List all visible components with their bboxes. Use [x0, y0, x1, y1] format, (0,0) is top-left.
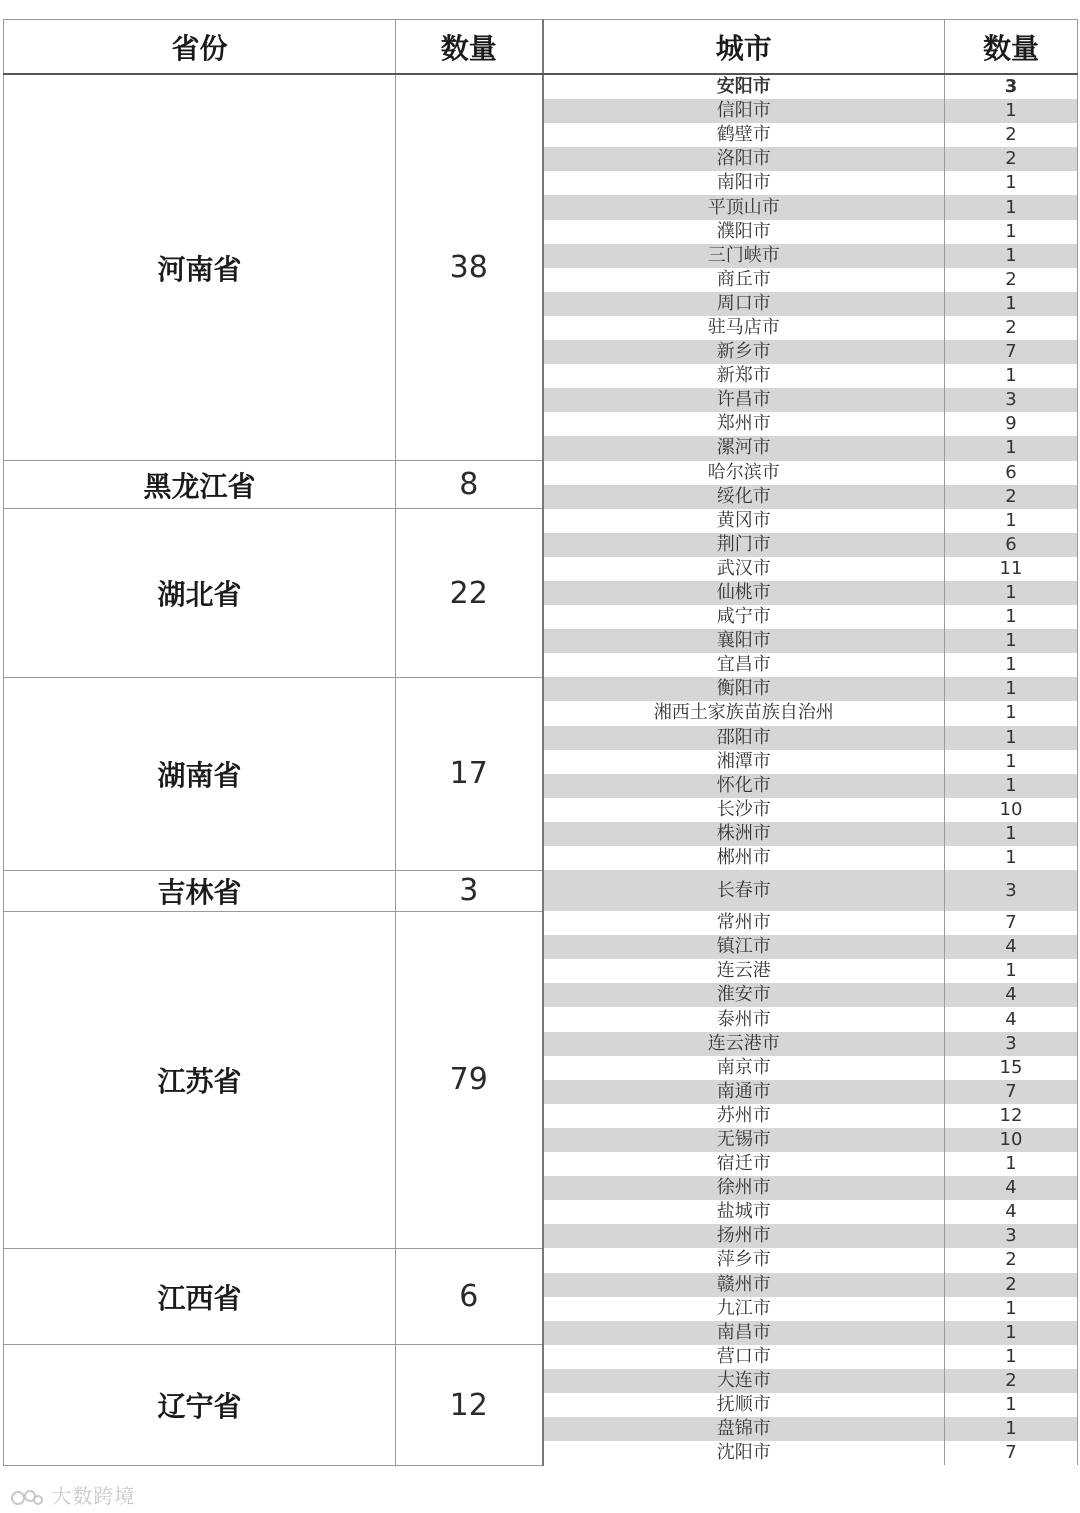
city-name: 绥化市 [543, 485, 945, 509]
city-count: 1 [945, 220, 1078, 244]
province-name: 江苏省 [4, 911, 396, 1248]
table-row [4, 870, 1078, 911]
city-count: 1 [945, 605, 1078, 629]
city-name: 鹤壁市 [543, 123, 945, 147]
city-count: 1 [945, 701, 1078, 725]
city-name: 盐城市 [543, 1200, 945, 1224]
city-name: 常州市 [543, 911, 945, 935]
city-name: 三门峡市 [543, 244, 945, 268]
city-name: 营口市 [543, 1345, 945, 1369]
city-count: 1 [945, 629, 1078, 653]
header-row [4, 20, 1078, 75]
province-name: 吉林省 [4, 870, 396, 911]
city-name: 盘锦市 [543, 1417, 945, 1441]
city-count: 1 [945, 750, 1078, 774]
city-name: 怀化市 [543, 774, 945, 798]
province-count: 12 [396, 1345, 543, 1465]
city-count: 7 [945, 1441, 1078, 1465]
table-row [4, 509, 1078, 533]
city-count: 1 [945, 774, 1078, 798]
city-name: 抚顺市 [543, 1393, 945, 1417]
city-count: 10 [945, 798, 1078, 822]
city-count: 2 [945, 1248, 1078, 1272]
city-count: 1 [945, 581, 1078, 605]
province-name: 黑龙江省 [4, 461, 396, 509]
city-count: 1 [945, 959, 1078, 983]
city-name: 扬州市 [543, 1224, 945, 1248]
header-province-count: 数量 [396, 20, 543, 75]
province-count: 38 [396, 74, 543, 461]
city-name: 新乡市 [543, 340, 945, 364]
city-count: 1 [945, 99, 1078, 123]
city-name: 赣州市 [543, 1273, 945, 1297]
city-count: 1 [945, 195, 1078, 219]
city-name: 连云港 [543, 959, 945, 983]
city-count: 7 [945, 340, 1078, 364]
city-count: 1 [945, 292, 1078, 316]
city-name: 漯河市 [543, 436, 945, 460]
city-name: 九江市 [543, 1297, 945, 1321]
city-name: 宜昌市 [543, 653, 945, 677]
city-count: 1 [945, 509, 1078, 533]
province-count: 17 [396, 677, 543, 870]
city-count: 2 [945, 268, 1078, 292]
city-count: 2 [945, 1369, 1078, 1393]
city-name: 湘潭市 [543, 750, 945, 774]
city-name: 长春市 [543, 870, 945, 911]
city-count: 7 [945, 911, 1078, 935]
city-count: 3 [945, 388, 1078, 412]
city-name: 南昌市 [543, 1321, 945, 1345]
province-name: 湖南省 [4, 677, 396, 870]
city-name: 荆门市 [543, 533, 945, 557]
city-count: 1 [945, 364, 1078, 388]
city-count: 1 [945, 436, 1078, 460]
city-count: 1 [945, 726, 1078, 750]
city-count: 4 [945, 1176, 1078, 1200]
city-name: 仙桃市 [543, 581, 945, 605]
province-count: 22 [396, 509, 543, 678]
city-count: 15 [945, 1056, 1078, 1080]
city-name: 商丘市 [543, 268, 945, 292]
province-count: 8 [396, 461, 543, 509]
city-count: 2 [945, 147, 1078, 171]
city-count: 2 [945, 485, 1078, 509]
city-count: 2 [945, 1273, 1078, 1297]
city-count: 1 [945, 244, 1078, 268]
city-name: 许昌市 [543, 388, 945, 412]
city-count: 4 [945, 983, 1078, 1007]
city-name: 萍乡市 [543, 1248, 945, 1272]
city-name: 株洲市 [543, 822, 945, 846]
city-name: 无锡市 [543, 1128, 945, 1152]
province-name: 辽宁省 [4, 1345, 396, 1465]
city-name: 黄冈市 [543, 509, 945, 533]
city-name: 信阳市 [543, 99, 945, 123]
logo-icon [10, 1488, 44, 1508]
province-name: 湖北省 [4, 509, 396, 678]
city-name: 苏州市 [543, 1104, 945, 1128]
city-name: 南京市 [543, 1056, 945, 1080]
table-row [4, 911, 1078, 935]
city-count: 2 [945, 316, 1078, 340]
header-province: 省份 [4, 20, 396, 75]
header-city-count: 数量 [945, 20, 1078, 75]
city-count: 6 [945, 533, 1078, 557]
city-name: 湘西土家族苗族自治州 [543, 701, 945, 725]
city-count: 1 [945, 1152, 1078, 1176]
table-row [4, 461, 1078, 485]
city-name: 大连市 [543, 1369, 945, 1393]
province-count: 6 [396, 1248, 543, 1344]
city-name: 武汉市 [543, 557, 945, 581]
city-name: 郴州市 [543, 846, 945, 870]
city-name: 平顶山市 [543, 195, 945, 219]
city-name: 淮安市 [543, 983, 945, 1007]
city-count: 2 [945, 123, 1078, 147]
table-row [4, 74, 1078, 99]
city-name: 安阳市 [543, 74, 945, 99]
city-name: 洛阳市 [543, 147, 945, 171]
table-row [4, 677, 1078, 701]
city-count: 7 [945, 1080, 1078, 1104]
city-count: 4 [945, 935, 1078, 959]
province-count: 79 [396, 911, 543, 1248]
province-name: 江西省 [4, 1248, 396, 1344]
city-count: 9 [945, 412, 1078, 436]
table-row [4, 1345, 1078, 1369]
city-name: 邵阳市 [543, 726, 945, 750]
city-name: 镇江市 [543, 935, 945, 959]
province-count: 3 [396, 870, 543, 911]
city-name: 新郑市 [543, 364, 945, 388]
city-name: 南阳市 [543, 171, 945, 195]
city-count: 3 [945, 870, 1078, 911]
city-name: 泰州市 [543, 1007, 945, 1031]
city-name: 咸宁市 [543, 605, 945, 629]
city-name: 襄阳市 [543, 629, 945, 653]
city-count: 1 [945, 822, 1078, 846]
city-count: 1 [945, 1297, 1078, 1321]
city-count: 1 [945, 1417, 1078, 1441]
city-count: 1 [945, 171, 1078, 195]
province-city-table [3, 19, 1078, 1466]
city-name: 衡阳市 [543, 677, 945, 701]
city-count: 3 [945, 1032, 1078, 1056]
watermark [10, 1480, 135, 1509]
city-count: 1 [945, 677, 1078, 701]
city-count: 11 [945, 557, 1078, 581]
city-name: 南通市 [543, 1080, 945, 1104]
city-count: 1 [945, 846, 1078, 870]
city-name: 徐州市 [543, 1176, 945, 1200]
city-name: 驻马店市 [543, 316, 945, 340]
city-name: 连云港市 [543, 1032, 945, 1056]
city-count: 1 [945, 1321, 1078, 1345]
city-name: 长沙市 [543, 798, 945, 822]
city-name: 郑州市 [543, 412, 945, 436]
city-count: 1 [945, 1345, 1078, 1369]
city-count: 10 [945, 1128, 1078, 1152]
table-row [4, 1248, 1078, 1272]
city-name: 濮阳市 [543, 220, 945, 244]
watermark-text: 大数跨境 [51, 1484, 136, 1508]
city-name: 宿迁市 [543, 1152, 945, 1176]
city-count: 4 [945, 1200, 1078, 1224]
city-name: 沈阳市 [543, 1441, 945, 1465]
header-city: 城市 [543, 20, 945, 75]
city-count: 1 [945, 653, 1078, 677]
province-name: 河南省 [4, 74, 396, 461]
city-name: 哈尔滨市 [543, 461, 945, 485]
city-count: 1 [945, 1393, 1078, 1417]
city-count: 12 [945, 1104, 1078, 1128]
table-body [4, 74, 1078, 1465]
city-count: 6 [945, 461, 1078, 485]
city-name: 周口市 [543, 292, 945, 316]
city-count: 3 [945, 1224, 1078, 1248]
city-count: 3 [945, 74, 1078, 99]
city-count: 4 [945, 1007, 1078, 1031]
